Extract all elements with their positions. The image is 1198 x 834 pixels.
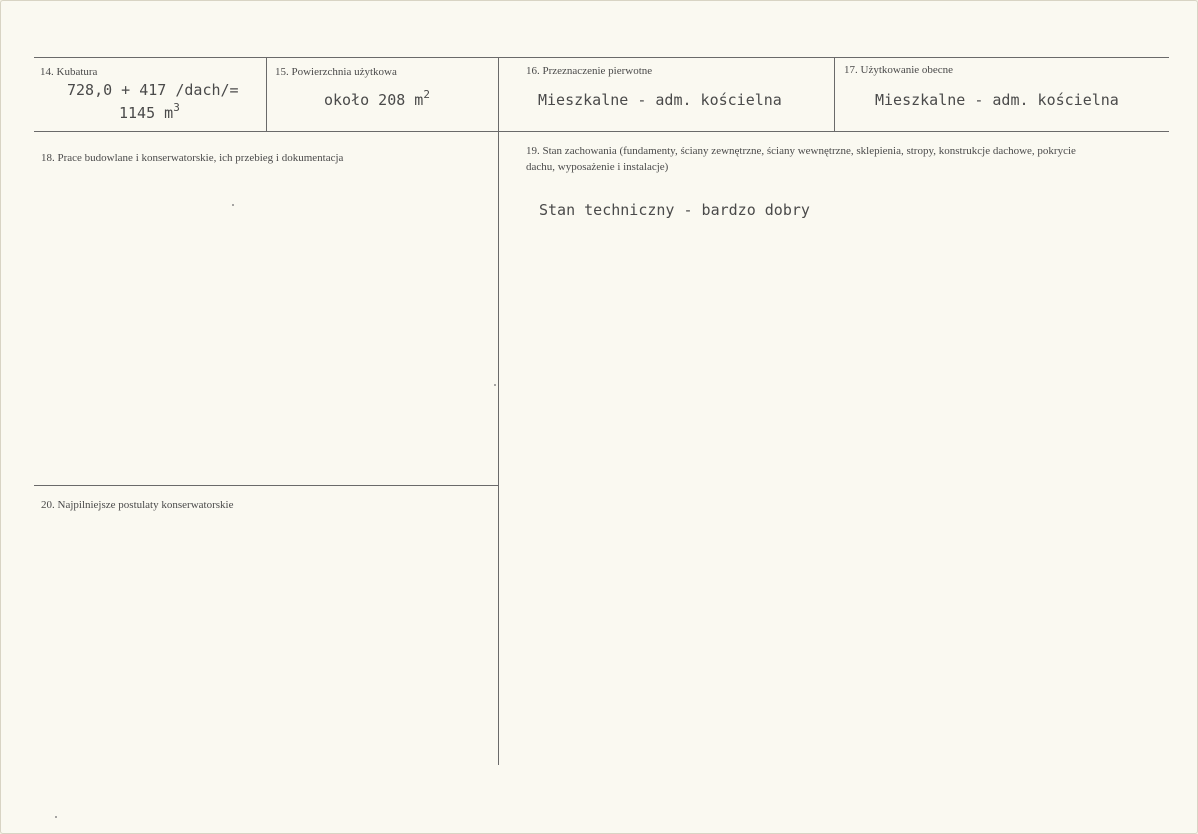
col-divider-main bbox=[498, 57, 499, 765]
field-14-value-line1: 728,0 + 417 /dach/= bbox=[67, 81, 239, 99]
field-20-label: 20. Najpilniejsze postulaty konserwatorskie bbox=[41, 499, 234, 511]
top-rule bbox=[34, 57, 1169, 58]
field-14-value-line2 bbox=[119, 101, 180, 122]
field-19-label: 19. Stan zachowania (fundamenty, ściany zewnętrzne, ściany wewnętrzne, sklepienia, stropy, konstrukcje dachowe, pokrycie dachu, wyposażenie i instalacje) bbox=[526, 145, 1076, 173]
col-divider-14-15 bbox=[266, 57, 267, 131]
paper-speck bbox=[55, 816, 57, 818]
field-15-unit-exponent: 2 bbox=[423, 88, 430, 101]
field-16-value: Mieszkalne - adm. kościelna bbox=[538, 91, 782, 109]
paper-speck bbox=[494, 384, 496, 386]
field-16-label: 16. Przeznaczenie pierwotne bbox=[526, 65, 653, 77]
field-19-value: Stan techniczny - bardzo dobry bbox=[539, 201, 810, 219]
field-18-label: 18. Prace budowlane i konserwatorskie, ich przebieg i dokumentacja bbox=[41, 152, 344, 164]
row-divider bbox=[34, 131, 1169, 132]
field-14-value-line2-text: 1145 m bbox=[119, 104, 174, 122]
field-15-value bbox=[324, 88, 430, 109]
paper-speck bbox=[232, 204, 234, 206]
field-17-value: Mieszkalne - adm. kościelna bbox=[875, 91, 1119, 109]
field-14-label: 14. Kubatura bbox=[40, 66, 98, 78]
field-17-label: 17. Użytkowanie obecne bbox=[844, 64, 954, 76]
field-15-value-text: około 208 m bbox=[324, 91, 424, 109]
field-14-unit-exponent: 3 bbox=[173, 101, 180, 114]
left-column-divider bbox=[34, 485, 498, 486]
field-15-label: 15. Powierzchnia użytkowa bbox=[275, 66, 397, 78]
col-divider-16-17 bbox=[834, 57, 835, 131]
